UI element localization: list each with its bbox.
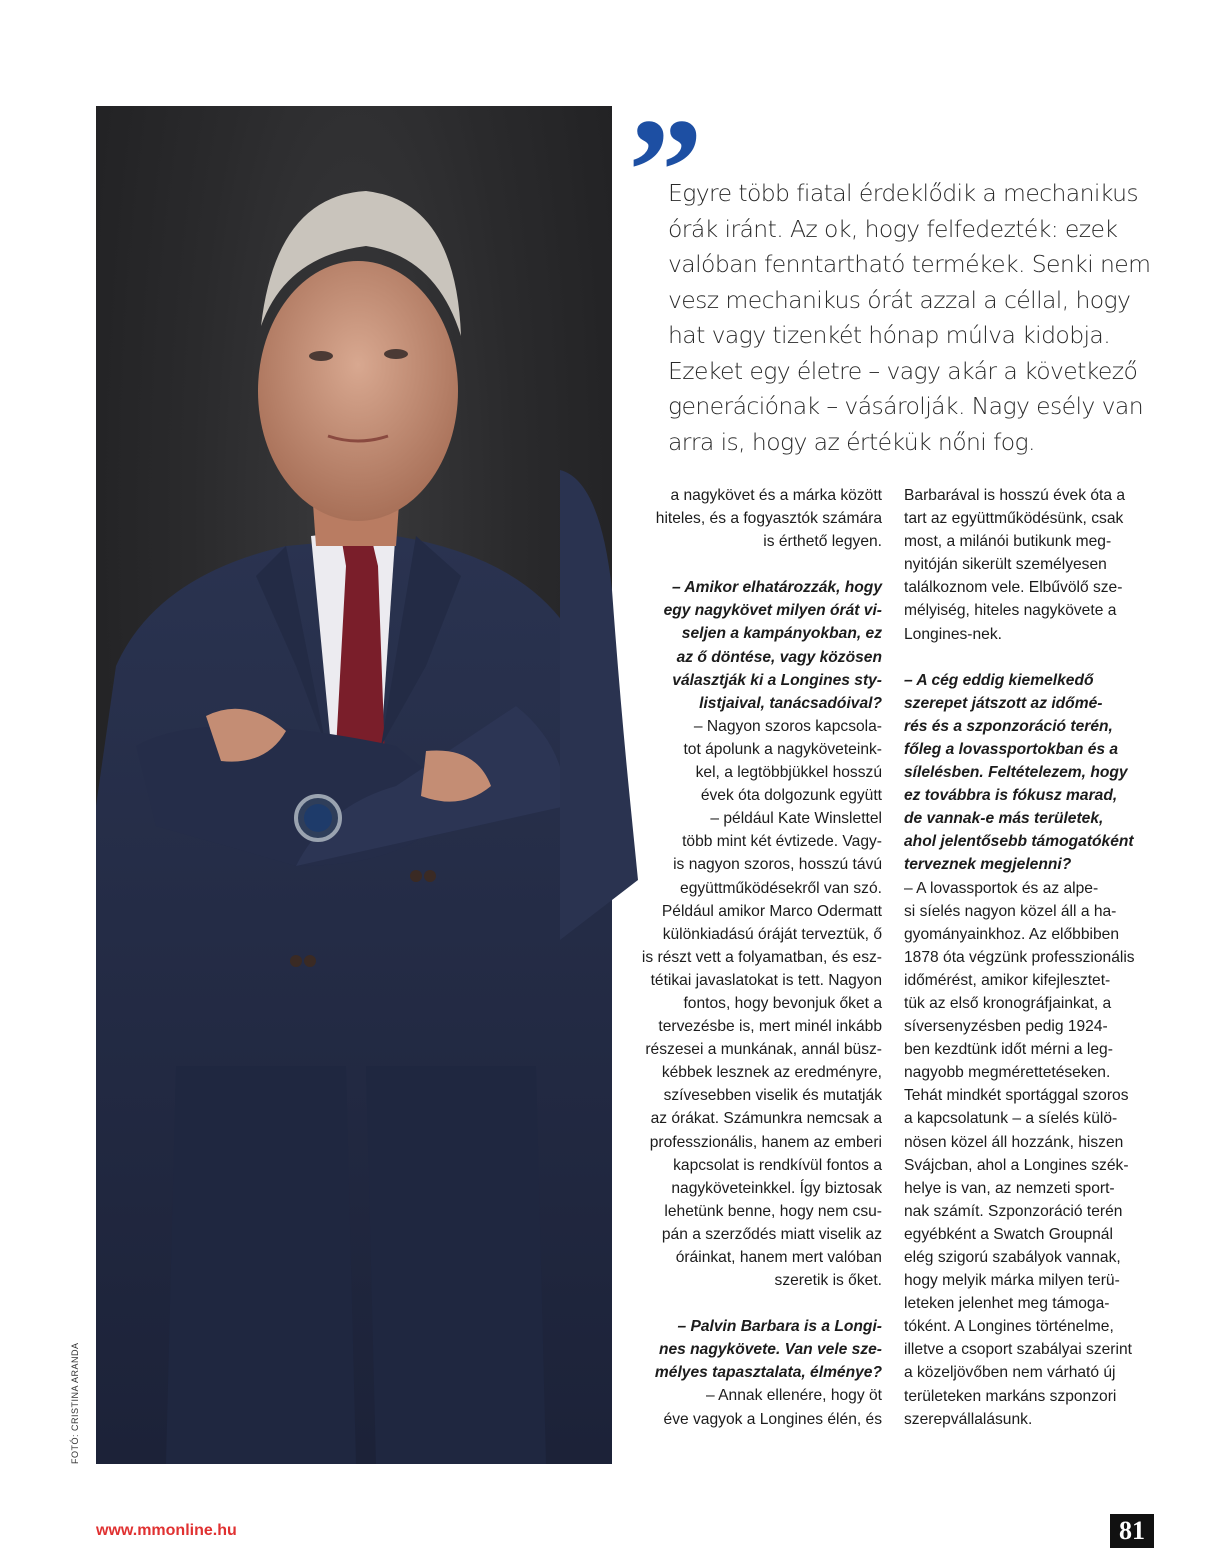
text-line: szeretik is őket.	[774, 1272, 882, 1290]
text-line: nak számít. Szponzoráció terén	[904, 1202, 1123, 1220]
quote-line: arra is, hogy az értékük nőni fog.	[668, 427, 1035, 456]
text-line: tóként. A Longines történelme,	[904, 1318, 1114, 1336]
text-line: sílelésben. Feltételezem, hogy	[904, 764, 1128, 782]
text-line: éve vagyok a Longines élén, és	[663, 1410, 882, 1428]
text-line: – Nagyon szoros kapcsola-	[693, 717, 882, 735]
text-line: leteken jelenhet meg támoga-	[904, 1295, 1110, 1313]
quote-line: vesz mechanikus órát azzal a céllal, hogy	[668, 285, 1131, 314]
text-line: kel, a legtöbbjükkel hosszú	[695, 764, 882, 782]
text-line: pán a szerződés miatt viselik az	[661, 1225, 882, 1243]
text-line: óráinkat, hanem mert valóban	[675, 1249, 882, 1266]
text-line: időmérést, amikor kifejlesztet-	[904, 971, 1111, 989]
text-line: évek óta dolgozunk együtt	[700, 787, 882, 805]
text-line: szerepvállalásunk.	[904, 1410, 1033, 1428]
text-line: nyitóján sikerült személyesen	[904, 556, 1107, 574]
text-line: találkoznom vele. Elbűvölő sze-	[904, 579, 1123, 597]
text-line: tart az együttműködésünk, csak	[904, 510, 1124, 528]
text-line: nagyköveteinkkel. Így biztosak	[671, 1179, 882, 1197]
text-line: seljen a kampányokban, ez	[681, 625, 882, 643]
text-line: gyományainkhoz. Az előbbiben	[904, 925, 1119, 943]
photo-credit: FOTÓ: CRISTINA ARANDA	[70, 1342, 80, 1464]
website-link[interactable]: www.mmonline.hu	[96, 1522, 237, 1539]
text-line: egy nagykövet milyen órát vi-	[663, 602, 882, 620]
text-line: elég szigorú szabályok vannak,	[904, 1249, 1121, 1266]
text-line: rés és a szponzoráció terén,	[904, 717, 1113, 735]
text-line: tétikai javaslatokat is tett. Nagyon	[650, 971, 882, 989]
text-line: professzionális, hanem az emberi	[649, 1133, 882, 1151]
interview-question	[612, 1315, 882, 1384]
text-line: hiteles, és a fogyasztók számára	[655, 510, 882, 528]
interview-answer	[612, 1384, 882, 1430]
pull-quote	[668, 176, 1151, 460]
text-line: ez továbbra is fókusz marad,	[904, 787, 1118, 805]
text-line: egyébként a Swatch Groupnál	[904, 1225, 1113, 1243]
text-line: hogy melyik márka milyen terü-	[904, 1272, 1120, 1290]
text-line: is érthető legyen.	[763, 533, 882, 551]
quote-line: hat vagy tizenkét hónap múlva kidobja.	[668, 321, 1111, 349]
text-line: területeken markáns szponzori	[904, 1387, 1117, 1405]
quote-line: órák iránt. Az ok, hogy felfedezték: ezek	[668, 214, 1118, 243]
text-line: az ő döntése, vagy közösen	[676, 648, 882, 666]
text-line: fontos, hogy bevonjuk őket a	[683, 994, 882, 1012]
text-line: síversenyzésben pedig 1924-	[904, 1018, 1108, 1036]
quote-mark-icon: ”	[628, 88, 693, 254]
article-column-2	[904, 484, 1152, 1431]
text-line: Svájcban, ahol a Longines szék-	[904, 1156, 1129, 1174]
text-line: Barbarával is hosszú évek óta a	[904, 487, 1126, 504]
text-line: listjaival, tanácsadóival?	[699, 694, 882, 712]
text-line: – A cég eddig kiemelkedő	[904, 671, 1094, 689]
portrait-illustration	[96, 106, 612, 1464]
text-line: helye is van, az nemzeti sport-	[904, 1179, 1115, 1197]
text-line: nösen közel áll hozzánk, hiszen	[904, 1133, 1124, 1151]
text-line: – Amikor elhatározzák, hogy	[672, 579, 882, 597]
text-line: választják ki a Longines sty-	[672, 671, 882, 689]
quote-line: Ezeket egy életre – vagy akár a következő	[668, 356, 1138, 385]
text-line: a kapcsolatunk – a síelés külö-	[904, 1110, 1118, 1128]
page-number: 81	[1110, 1514, 1154, 1548]
text-line: kébbek lesznek az eredményre,	[661, 1064, 882, 1082]
text-line: tük az első kronográfjainkat, a	[904, 994, 1112, 1012]
text-line: több mint két évtizede. Vagy-	[682, 833, 882, 851]
text-line: illetve a csoport szabályai szerint	[904, 1341, 1132, 1359]
text-line: is nagyon szoros, hosszú távú	[673, 856, 882, 874]
text-line: tot ápolunk a nagyköveteink-	[683, 740, 882, 758]
text-line: a nagykövet és a márka között	[670, 487, 882, 504]
text-line: – Palvin Barbara is a Longi-	[677, 1318, 882, 1336]
quote-line: generációnak – vásárolják. Nagy esély van	[668, 392, 1144, 420]
portrait-photo	[96, 106, 612, 1464]
text-line: nes nagykövete. Van vele sze-	[658, 1341, 882, 1359]
text-line: nagyobb megmérettetéseken.	[904, 1064, 1111, 1082]
text-line: most, a milánói butikunk meg-	[904, 533, 1112, 551]
text-line: mélyiség, hiteles nagykövete a	[904, 602, 1117, 620]
interview-answer	[612, 715, 882, 1292]
interview-question	[612, 576, 882, 715]
text-line: – például Kate Winslettel	[710, 810, 882, 828]
text-line: tervezésbe is, mert minél inkább	[658, 1018, 882, 1036]
interview-question	[904, 669, 1152, 877]
text-line: Tehát mindkét sportággal szoros	[904, 1087, 1129, 1105]
text-line: de vannak-e más területek,	[904, 810, 1104, 828]
text-line: terveznek megjelenni?	[904, 856, 1072, 874]
interview-answer	[904, 877, 1152, 1431]
text-line: az órákat. Számunkra nemcsak a	[650, 1110, 882, 1128]
text-line: szívesebben viselik és mutatják	[663, 1087, 882, 1105]
paragraph	[904, 484, 1152, 646]
text-line: kapcsolat is rendkívül fontos a	[673, 1156, 882, 1174]
text-line: – Annak ellenére, hogy öt	[706, 1387, 882, 1405]
text-line: ahol jelentősebb támogatóként	[904, 833, 1134, 851]
text-line: si síelés nagyon közel áll a ha-	[904, 902, 1117, 920]
text-line: mélyes tapasztalata, élménye?	[654, 1364, 882, 1382]
text-line: ben kezdtünk időt mérni a leg-	[904, 1041, 1113, 1059]
quote-line: Egyre több fiatal érdeklődik a mechanikus	[668, 179, 1139, 207]
text-line: együttműködésekről van szó.	[680, 879, 882, 897]
text-line: a közeljövőben nem várható új	[904, 1364, 1116, 1382]
text-line: lehetünk benne, hogy nem csu-	[664, 1202, 882, 1220]
text-line: főleg a lovassportokban és a	[904, 740, 1119, 758]
text-line: is részt vett a folyamatban, és esz-	[641, 948, 882, 966]
text-line: különkiadású óráját terveztük, ő	[662, 925, 882, 943]
text-line: Longines-nek.	[904, 625, 1002, 643]
text-line: 1878 óta végzünk professzionális	[904, 948, 1135, 966]
quote-line: valóban fenntartható termékek. Senki nem	[668, 250, 1151, 278]
paragraph	[612, 484, 882, 553]
article-column-1	[612, 484, 882, 1431]
text-line: szerepet játszott az időmé-	[904, 694, 1103, 712]
text-line: részesei a munkának, annál büsz-	[645, 1041, 882, 1059]
text-line: – A lovassportok és az alpe-	[904, 879, 1099, 897]
text-line: Például amikor Marco Odermatt	[661, 902, 882, 920]
